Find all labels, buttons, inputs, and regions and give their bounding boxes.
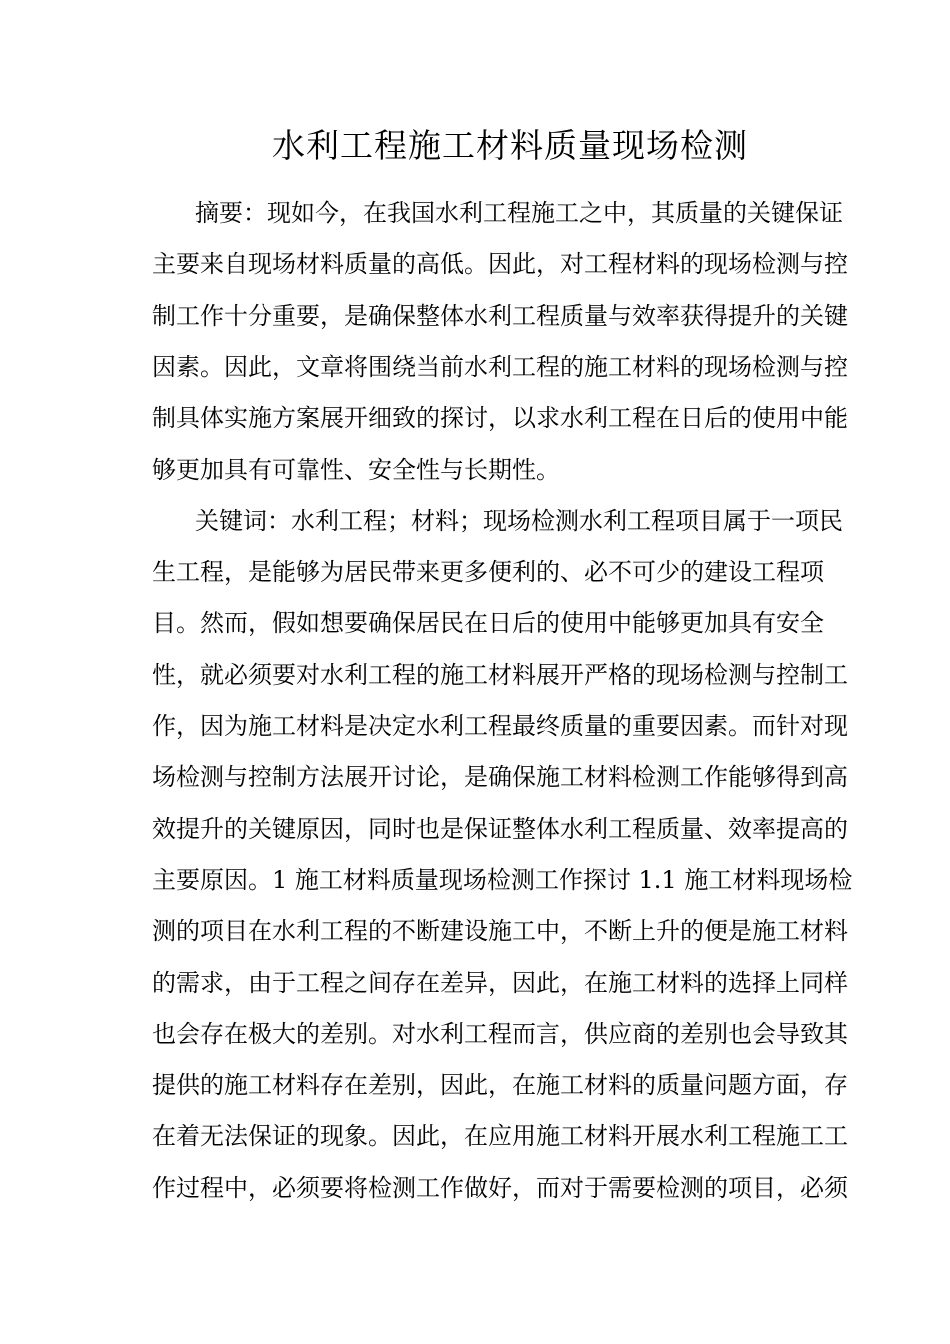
paragraph-line: 因素。因此，文章将围绕当前水利工程的施工材料的现场检测与控: [152, 352, 848, 381]
document-title: 水利工程施工材料质量现场检测: [272, 126, 748, 165]
paragraph-line: 性，就必须要对水利工程的施工材料展开严格的现场检测与控制工: [152, 660, 848, 689]
paragraph-line: 作过程中，必须要将检测工作做好，而对于需要检测的项目，必须: [152, 1173, 848, 1202]
paragraph-line: 在着无法保证的现象。因此，在应用施工材料开展水利工程施工工: [152, 1122, 848, 1151]
paragraph-line: 作，因为施工材料是决定水利工程最终质量的重要因素。而针对现: [152, 712, 848, 740]
paragraph-line: 生工程，是能够为居民带来更多便利的、必不可少的建设工程项: [152, 558, 824, 587]
paragraph-line: 够更加具有可靠性、安全性与长期性。: [152, 455, 560, 484]
paragraph-line: 目。然而，假如想要确保居民在日后的使用中能够更加具有安全: [152, 609, 824, 638]
paragraph-line: 关键词：水利工程；材料；现场检测水利工程项目属于一项民: [195, 506, 843, 535]
paragraph-line: 摘要：现如今，在我国水利工程施工之中，其质量的关键保证: [195, 199, 843, 227]
paragraph-line: 场检测与控制方法展开讨论，是确保施工材料检测工作能够得到高: [152, 763, 848, 792]
paragraph-line: 效提升的关键原因，同时也是保证整体水利工程质量、效率提高的: [152, 814, 848, 843]
paragraph-line: 也会存在极大的差别。对水利工程而言，供应商的差别也会导致其: [152, 1019, 848, 1048]
paragraph-line: 的需求，由于工程之间存在差异，因此，在施工材料的选择上同样: [152, 968, 848, 997]
paragraph-line: 制具体实施方案展开细致的探讨，以求水利工程在日后的使用中能: [152, 404, 848, 433]
paragraph-line: 提供的施工材料存在差别，因此，在施工材料的质量问题方面，存: [152, 1071, 848, 1100]
paragraph-line: 测的项目在水利工程的不断建设施工中，不断上升的便是施工材料: [152, 917, 848, 946]
paragraph-line: 制工作十分重要，是确保整体水利工程质量与效率获得提升的关键: [152, 301, 848, 330]
paragraph-line: 主要来自现场材料质量的高低。因此，对工程材料的现场检测与控: [152, 250, 848, 279]
paragraph-line: 主要原因。1 施工材料质量现场检测工作探讨 1.1 施工材料现场检: [152, 865, 853, 894]
